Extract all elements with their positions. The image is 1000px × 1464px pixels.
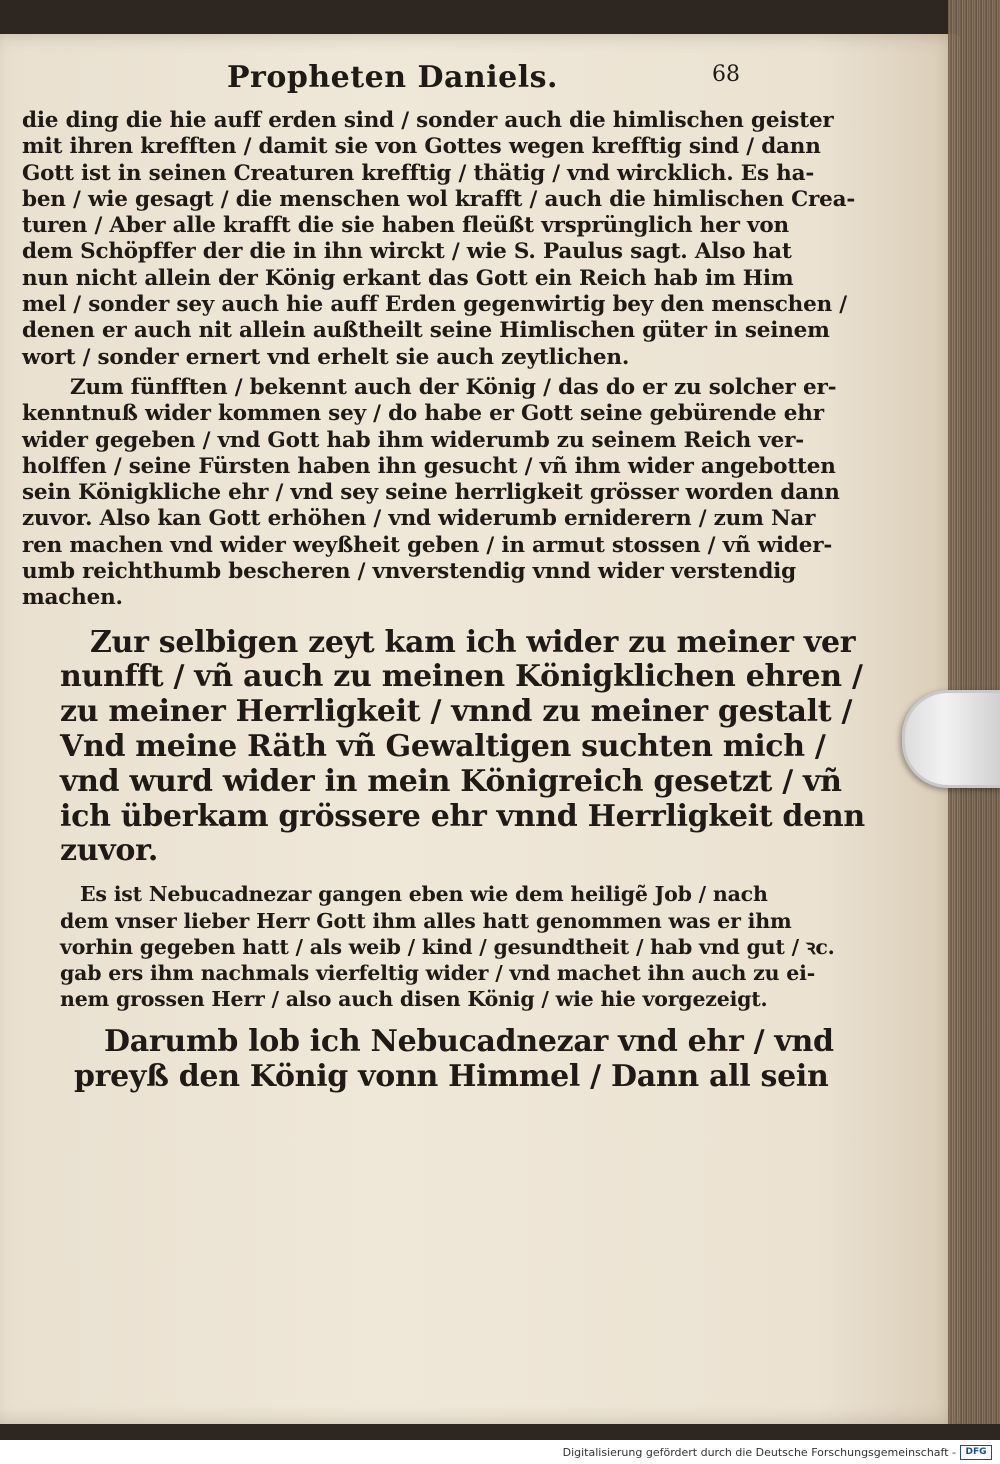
text-line: die ding die hie auff erden sind / sonder auch die himlischen geister <box>22 108 834 133</box>
text-line: zuvor. Also kan Gott erhöhen / vnd widerumb erniderern / zum Nar <box>22 506 816 532</box>
paragraph-2 <box>22 374 840 612</box>
text-line: preyß den König vonn Himmel / Dann all sein <box>74 1058 829 1094</box>
text-line: ren machen vnd wider weyßheit geben / in armut stossen / vñ wider- <box>22 532 833 558</box>
paragraph-1 <box>22 108 856 371</box>
text-line: nun nicht allein der König erkant das Gott ein Reich hab im Him <box>22 265 794 291</box>
dfg-logo-icon: DFG <box>960 1445 992 1460</box>
page-header <box>22 60 752 108</box>
text-line: mit ihren krefften / damit sie von Gottes wegen krefftig sind / dann <box>22 134 821 160</box>
text-line: wider gegeben / vnd Gott hab ihm widerumb zu seinem Reich ver- <box>22 427 804 453</box>
text-line: Es ist Nebucadnezar gangen eben wie dem heiligẽ Job / nach <box>80 882 768 907</box>
text-line: Zum fünfften / bekennt auch der König / das do er zu solcher er- <box>70 374 837 400</box>
text-line: dem vnser lieber Herr Gott ihm alles hatt genommen was er ihm <box>60 908 792 933</box>
page-clip <box>902 690 1000 788</box>
text-line: vnd wurd wider in mein Königreich gesetzt / vñ <box>60 763 842 799</box>
text-line: umb reichthumb bescheren / vnverstendig vnnd wider verstendig <box>22 559 796 585</box>
folio-number: 68 <box>712 62 740 87</box>
paragraph-scripture-2 <box>74 1023 834 1095</box>
text-line: zuvor. <box>60 833 158 869</box>
text-line: Zur selbigen zeyt kam ich wider zu meiner ver <box>90 624 856 660</box>
text-line: Darumb lob ich Nebucadnezar vnd ehr / vnd <box>104 1023 834 1059</box>
footer <box>0 1440 1000 1464</box>
text-line: holffen / seine Fürsten haben ihn gesucht / vñ ihm wider angebotten <box>22 453 836 479</box>
text-line: nunfft / vñ auch zu meinen Königklichen ehren / <box>60 659 863 695</box>
text-line: gab ers ihm nachmals vierfeltig wider / vnd machet ihn auch zu ei- <box>60 961 815 986</box>
text-line: ich überkam grössere ehr vnnd Herrligkeit denn <box>60 798 865 834</box>
text-line: denen er auch nit allein außtheilt seine Himlischen güter in seinem <box>22 318 830 344</box>
funding-credit: Digitalisierung gefördert durch die Deutsche Forschungsgemeinschaft - <box>562 1446 956 1459</box>
text-line: zu meiner Herrligkeit / vnnd zu meiner gestalt / <box>60 694 853 730</box>
text-line: machen. <box>22 585 123 611</box>
scan-background-top <box>0 0 960 34</box>
text-line: dem Schöpffer der die in ihn wirckt / wie S. Paulus sagt. Also hat <box>22 239 792 265</box>
text-line: ben / wie gesagt / die menschen wol krafft / auch die himlischen Crea- <box>22 186 856 212</box>
text-line: turen / Aber alle krafft die sie haben fleüßt vrsprünglich her von <box>22 213 789 239</box>
text-line: Vnd meine Räth vñ Gewaltigen suchten mich / <box>60 729 826 765</box>
text-line: nem grossen Herr / also auch disen König / wie hie vorgezeigt. <box>60 987 768 1012</box>
text-line: mel / sonder sey auch hie auff Erden gegenwirtig bey den menschen / <box>22 292 847 318</box>
scan-background-bottom <box>0 1424 1000 1440</box>
paragraph-scripture-1 <box>60 624 865 870</box>
text-line: sein Königkliche ehr / vnd sey seine herrligkeit grösser worden dann <box>22 480 840 506</box>
text-line: Gott ist in seinen Creaturen krefftig / thätig / vnd wircklich. Es ha- <box>22 160 815 186</box>
text-line: wort / sonder ernert vnd erhelt sie auch zeytlichen. <box>22 344 630 370</box>
paragraph-3 <box>60 881 835 1012</box>
text-line: kenntnuß wider kommen sey / do habe er Gott seine gebürende ehr <box>22 401 824 427</box>
page-text <box>22 60 865 1094</box>
running-title: Propheten Daniels. <box>227 60 558 95</box>
text-line: vorhin gegeben hatt / als weib / kind / gesundtheit / hab vnd gut / ꝛc. <box>60 934 835 959</box>
